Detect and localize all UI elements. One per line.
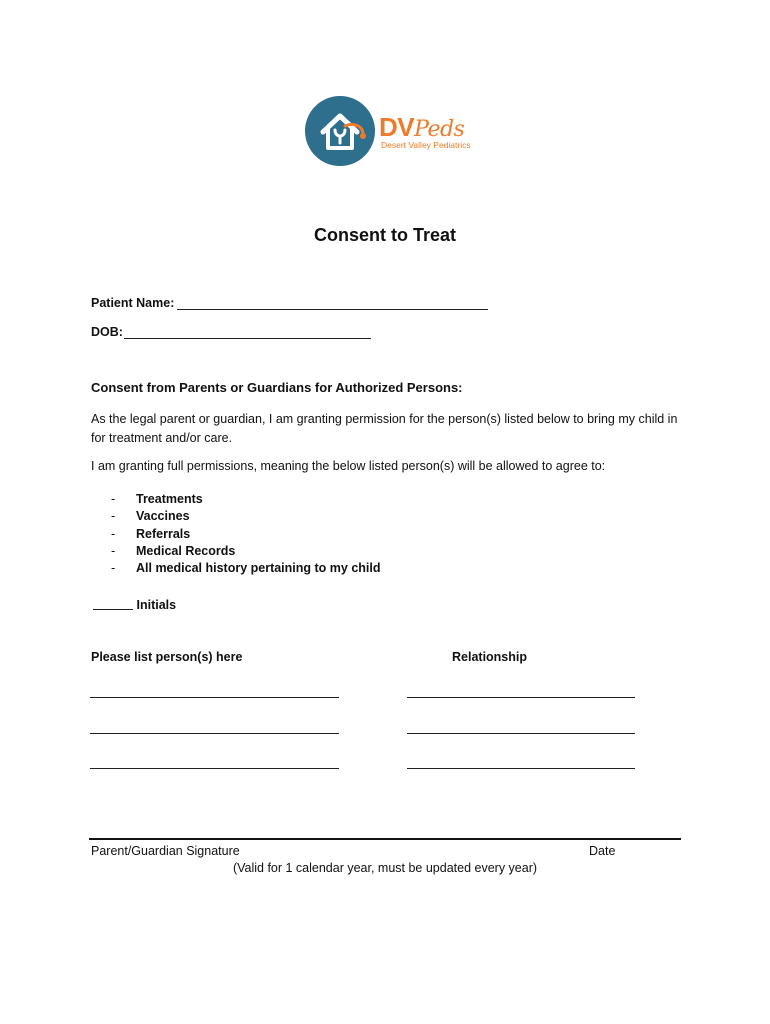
relationship-line-1[interactable] — [407, 697, 635, 698]
full-permissions-paragraph: I am granting full permissions, meaning the below listed person(s) will be allowed to agree to: — [91, 459, 606, 473]
logo-wordmark — [379, 112, 464, 143]
initials-line[interactable] — [93, 609, 133, 610]
signature-line[interactable] — [89, 838, 681, 840]
logo-tagline: Desert Valley Pediatrics — [381, 140, 471, 150]
initials-field[interactable] — [93, 598, 176, 612]
persons-heading: Please list person(s) here — [91, 650, 243, 664]
person-line-1[interactable] — [90, 697, 339, 698]
person-line-2[interactable] — [90, 733, 339, 734]
signature-label: Parent/Guardian Signature — [91, 844, 240, 858]
consent-form-page: DVPeds Desert Valley Pediatrics Consent to Treat Patient Name: DOB: Consent from Parents or Guardians for Authorized Persons: As the legal parent or guardian, I am granting permission for the person(s) listed below to bring my child in for treatment and/or care. I am granting full permissions, meaning the below listed person(s) will be allowed to agree to: - Treatments - Vaccines - Referrals - Medical Records - All medical history pertaining to my child Initials Please list person(s) here Relationship Parent/Guardian Signature Date (Valid for 1 calendar year, must be updated every year) — [0, 0, 770, 1024]
dob-line[interactable] — [124, 338, 371, 339]
person-line-3[interactable] — [90, 768, 339, 769]
relationship-line-2[interactable] — [407, 733, 635, 734]
date-label: Date — [589, 844, 616, 858]
house-stethoscope-icon — [305, 96, 375, 166]
dob-label: DOB: — [91, 325, 123, 339]
dob-field[interactable] — [91, 325, 123, 339]
validity-note: (Valid for 1 calendar year, must be updated every year) — [232, 861, 538, 875]
page-title: Consent to Treat — [313, 225, 456, 245]
patient-name-label: Patient Name: — [91, 296, 175, 310]
section-heading: Consent from Parents or Guardians for Authorized Persons: — [91, 380, 463, 395]
relationship-heading: Relationship — [452, 650, 528, 664]
logo-initials: DV — [379, 112, 415, 142]
relationship-line-3[interactable] — [407, 768, 635, 769]
patient-name-line[interactable] — [177, 309, 488, 310]
permission-paragraph: As the legal parent or guardian, I am granting permission for the person(s) listed below to bring my child in for treatment and/or care. — [91, 412, 678, 445]
patient-name-field[interactable] — [91, 296, 174, 310]
dvpeds-logo — [305, 96, 475, 168]
logo-script: Peds — [414, 117, 465, 142]
initials-label: Initials — [136, 598, 177, 612]
